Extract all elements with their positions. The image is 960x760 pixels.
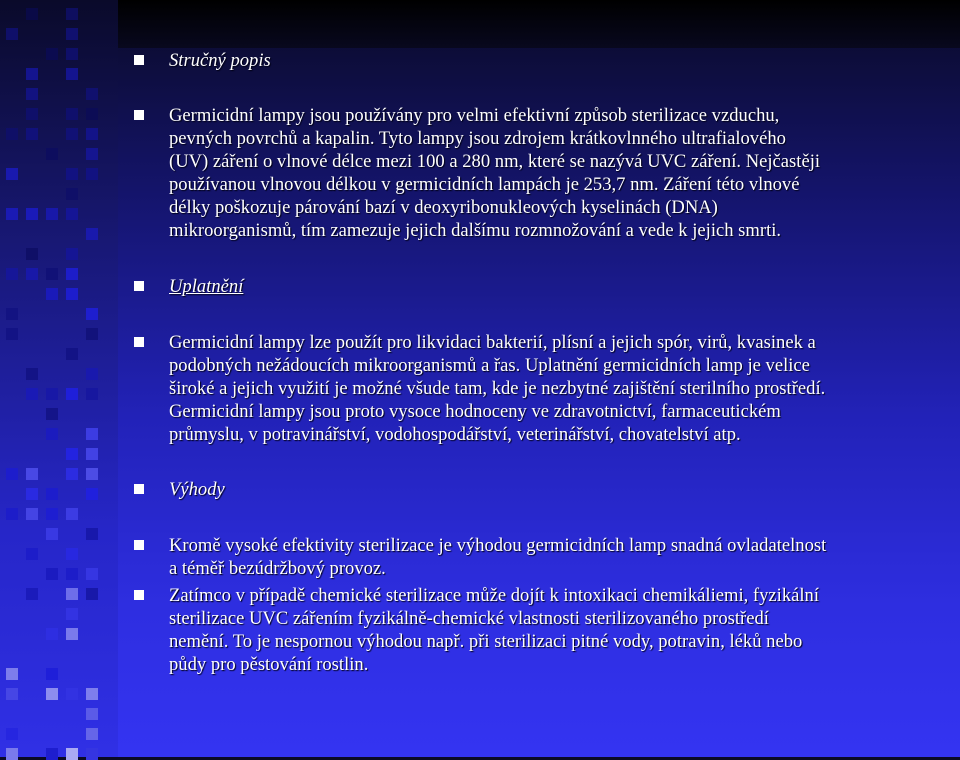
heading-text: Uplatnění (169, 276, 244, 297)
paragraph-line: a téměř bezúdržbový provoz. (169, 558, 386, 579)
decorative-square (86, 128, 98, 140)
decorative-square (46, 408, 58, 420)
decorative-square (46, 488, 58, 500)
decorative-square (26, 468, 38, 480)
paragraph-line: mikroorganismů, tím zamezuje jejich dalšímu rozmnožování a vede k jejich smrti. (169, 220, 782, 241)
decorative-square (46, 528, 58, 540)
decorative-square (46, 668, 58, 680)
decorative-square (86, 148, 98, 160)
bullet-icon (134, 55, 144, 65)
bullet-icon (134, 337, 144, 347)
decorative-square (66, 108, 78, 120)
decorative-square (46, 508, 58, 520)
decorative-square (66, 608, 78, 620)
decorative-square (66, 288, 78, 300)
decorative-square (26, 588, 38, 600)
decorative-square (86, 88, 98, 100)
decorative-square (66, 348, 78, 360)
paragraph-line: používanou vlnovou délkou v germicidních lampách je 253,7 nm. Záření této vlnové (169, 174, 800, 195)
decorative-square (6, 668, 18, 680)
decorative-square (86, 448, 98, 460)
decorative-square (66, 628, 78, 640)
decorative-square (66, 568, 78, 580)
decorative-square (86, 568, 98, 580)
decorative-square (86, 368, 98, 380)
decorative-square (46, 48, 58, 60)
decorative-square (6, 688, 18, 700)
decorative-square (46, 268, 58, 280)
decorative-square (86, 308, 98, 320)
decorative-square (86, 748, 98, 760)
top-decorative-band (118, 0, 960, 48)
decorative-square (86, 728, 98, 740)
decorative-square (26, 128, 38, 140)
decorative-square (66, 688, 78, 700)
decorative-square (26, 108, 38, 120)
paragraph-line: (UV) záření o vlnové délce mezi 100 a 280 nm, které se nazývá UVC záření. Nejčastěji (169, 151, 821, 172)
decorative-square (26, 68, 38, 80)
decorative-square (66, 388, 78, 400)
paragraph-line: Germicidní lampy jsou používány pro velmi efektivní způsob sterilizace vzduchu, (169, 105, 780, 126)
left-decorative-band (0, 0, 118, 757)
paragraph-line: půdy pro pěstování rostlin. (169, 654, 369, 675)
decorative-square (26, 268, 38, 280)
decorative-square (86, 488, 98, 500)
decorative-square (86, 428, 98, 440)
decorative-square (6, 308, 18, 320)
decorative-square (86, 528, 98, 540)
paragraph-line: pevných povrchů a kapalin. Tyto lampy jsou zdrojem krátkovlnného ultrafialového (169, 128, 786, 149)
paragraph-line: nemění. To je nespornou výhodou např. při sterilizaci pitné vody, potravin, léků nebo (169, 631, 803, 652)
decorative-square (46, 688, 58, 700)
decorative-square (6, 508, 18, 520)
decorative-square (66, 548, 78, 560)
paragraph-line: Zatímco v případě chemické sterilizace může dojít k intoxikaci chemikáliemi, fyzikální (169, 585, 820, 606)
decorative-square (26, 388, 38, 400)
decorative-square (66, 468, 78, 480)
bullet-icon (134, 590, 144, 600)
decorative-square (86, 588, 98, 600)
decorative-square (46, 208, 58, 220)
decorative-square (6, 208, 18, 220)
paragraph-line: průmyslu, v potravinářství, vodohospodářství, veterinářství, chovatelství atp. (169, 424, 741, 445)
paragraph-line: Kromě vysoké efektivity sterilizace je výhodou germicidních lamp snadná ovladatelnost (169, 535, 827, 556)
decorative-square (66, 48, 78, 60)
heading-text: Výhody (169, 479, 225, 500)
decorative-square (86, 388, 98, 400)
decorative-square (66, 248, 78, 260)
decorative-square (86, 708, 98, 720)
decorative-square (46, 148, 58, 160)
decorative-square (86, 108, 98, 120)
paragraph-line: Germicidní lampy lze použít pro likvidaci bakterií, plísní a jejich spór, virů, kvasinek a (169, 332, 816, 353)
decorative-square (46, 428, 58, 440)
decorative-square (66, 8, 78, 20)
decorative-square (26, 548, 38, 560)
decorative-square (6, 168, 18, 180)
decorative-square (26, 508, 38, 520)
decorative-square (26, 488, 38, 500)
decorative-square (6, 728, 18, 740)
decorative-square (66, 68, 78, 80)
paragraph-line: délky poškozuje párování bazí v deoxyribonukleových kyselinách (DNA) (169, 197, 718, 218)
decorative-square (6, 468, 18, 480)
decorative-square (26, 248, 38, 260)
decorative-square (66, 208, 78, 220)
decorative-square (86, 468, 98, 480)
decorative-square (46, 748, 58, 760)
decorative-square (86, 688, 98, 700)
bullet-icon (134, 281, 144, 291)
decorative-square (66, 168, 78, 180)
bullet-icon (134, 110, 144, 120)
decorative-square (66, 28, 78, 40)
decorative-square (26, 8, 38, 20)
decorative-square (46, 288, 58, 300)
decorative-square (46, 568, 58, 580)
decorative-square (66, 128, 78, 140)
decorative-square (66, 268, 78, 280)
paragraph-line: široké a jejich využití je možné všude tam, kde je nezbytné zajištění sterilního prostředí. (169, 378, 826, 399)
decorative-square (66, 188, 78, 200)
decorative-square (6, 748, 18, 760)
paragraph-line: podobných nežádoucích mikroorganismů a řas. Uplatnění germicidních lamp je velice (169, 355, 810, 376)
decorative-square (86, 228, 98, 240)
decorative-square (86, 328, 98, 340)
decorative-square (6, 268, 18, 280)
decorative-square (66, 508, 78, 520)
decorative-square (66, 588, 78, 600)
bullet-icon (134, 484, 144, 494)
decorative-square (6, 328, 18, 340)
paragraph-line: Germicidní lampy jsou proto vysoce hodnoceny ve zdravotnictví, farmaceutickém (169, 401, 781, 422)
decorative-square (6, 28, 18, 40)
decorative-square (66, 448, 78, 460)
decorative-square (66, 748, 78, 760)
decorative-square (6, 128, 18, 140)
bullet-icon (134, 540, 144, 550)
decorative-square (26, 208, 38, 220)
paragraph-line: sterilizace UVC zářením fyzikálně-chemické vlastnosti sterilizovaného prostředí (169, 608, 769, 629)
decorative-square (26, 368, 38, 380)
decorative-square (46, 388, 58, 400)
decorative-square (86, 168, 98, 180)
heading-text: Stručný popis (169, 50, 271, 71)
decorative-square (46, 628, 58, 640)
decorative-square (26, 88, 38, 100)
